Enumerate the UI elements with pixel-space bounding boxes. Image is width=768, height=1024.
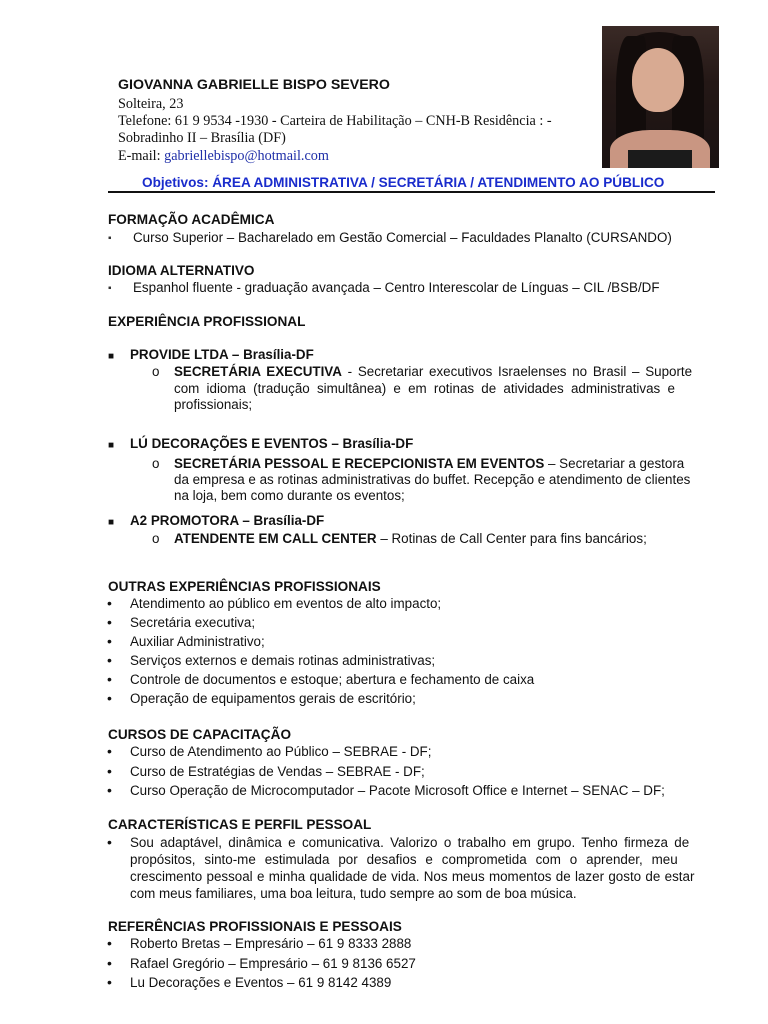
job-description-line [174, 455, 684, 472]
bullet-icon: • [107, 834, 112, 850]
section-heading-formacao: FORMAÇÃO ACADÊMICA [108, 212, 275, 227]
list-item: Atendimento ao público em eventos de alto impacto; [130, 596, 442, 611]
formacao-item: Curso Superior – Bacharelado em Gestão Comercial – Faculdades Planalto (CURSANDO) [133, 230, 672, 245]
job-company: LÚ DECORAÇÕES E EVENTOS – Brasília-DF [130, 436, 414, 451]
bullet-icon: • [107, 633, 112, 649]
circle-bullet-icon: o [152, 531, 160, 546]
job-description-line: da empresa e as rotinas administrativas do buffet. Recepção e atendimento de clientes [174, 472, 691, 487]
job-company: A2 PROMOTORA – Brasília-DF [130, 513, 325, 528]
email-link[interactable]: gabriellebispo@hotmail.com [164, 148, 329, 164]
bullet-icon: • [107, 782, 112, 798]
list-item: Secretária executiva; [130, 615, 256, 630]
list-item: Curso de Estratégias de Vendas – SEBRAE - DF; [130, 764, 425, 779]
perfil-line: com meus familiares, uma boa leitura, tudo sempre ao som de boa música. [130, 886, 577, 901]
list-item: Serviços externos e demais rotinas administrativas; [130, 653, 436, 668]
bullet-icon: • [107, 690, 112, 706]
bullet-icon: • [107, 743, 112, 759]
idioma-item: Espanhol fluente - graduação avançada – Centro Interescolar de Línguas – CIL /BSB/DF [133, 280, 660, 295]
section-heading-referencias: REFERÊNCIAS PROFISSIONAIS E PESSOAIS [108, 919, 402, 934]
job-desc: – Secretariar a gestora [544, 456, 685, 471]
job-description-line [174, 363, 713, 380]
job-description-line [174, 530, 647, 547]
job-description-line: na loja, bem como durante os eventos; [174, 488, 405, 503]
bullet-icon: ▪ [108, 283, 112, 294]
square-bullet-icon: ■ [108, 440, 115, 451]
circle-bullet-icon: o [152, 364, 160, 379]
job-company: PROVIDE LTDA – Brasília-DF [130, 347, 314, 362]
bullet-icon: • [107, 595, 112, 611]
divider [108, 191, 715, 193]
job-role: ATENDENTE EM CALL CENTER [174, 531, 377, 546]
list-item: Auxiliar Administrativo; [130, 634, 265, 649]
section-heading-experiencia: EXPERIÊNCIA PROFISSIONAL [108, 314, 306, 329]
perfil-line: crescimento pessoal e minha qualidade de vida. Nos meus momentos de lazer gosto de estar [130, 869, 695, 884]
section-heading-outras: OUTRAS EXPERIÊNCIAS PROFISSIONAIS [108, 579, 381, 594]
section-heading-cursos: CURSOS DE CAPACITAÇÃO [108, 727, 292, 742]
bullet-icon: ▪ [108, 233, 112, 244]
bullet-icon: • [107, 614, 112, 630]
circle-bullet-icon: o [152, 456, 160, 471]
perfil-line: Sou adaptável, dinâmica e comunicativa. Valorizo o trabalho em grupo. Tenho firmeza de [130, 835, 690, 850]
list-item: Lu Decorações e Eventos – 61 9 8142 4389 [130, 975, 392, 990]
section-heading-idioma: IDIOMA ALTERNATIVO [108, 263, 255, 278]
bullet-icon: • [107, 955, 112, 971]
bullet-icon: • [107, 763, 112, 779]
list-item: Curso Operação de Microcomputador – Pacote Microsoft Office e Internet – SENAC – DF; [130, 783, 665, 798]
list-item: Operação de equipamentos gerais de escritório; [130, 691, 416, 706]
job-description-line: profissionais; [174, 397, 253, 412]
address-line: Sobradinho II – Brasília (DF) [118, 130, 286, 146]
bullet-icon: • [107, 974, 112, 990]
personal-info-line: Solteira, 23 [118, 96, 184, 112]
list-item: Roberto Bretas – Empresário – 61 9 8333 2888 [130, 936, 412, 951]
job-role: SECRETÁRIA EXECUTIVA [174, 364, 342, 379]
job-role: SECRETÁRIA PESSOAL E RECEPCIONISTA EM EVENTOS [174, 456, 545, 471]
bullet-icon: • [107, 652, 112, 668]
candidate-name: GIOVANNA GABRIELLE BISPO SEVERO [118, 77, 390, 93]
list-item: Controle de documentos e estoque; abertura e fechamento de caixa [130, 672, 535, 687]
square-bullet-icon: ■ [108, 517, 115, 528]
section-heading-perfil: CARACTERÍSTICAS E PERFIL PESSOAL [108, 817, 372, 832]
perfil-line: propósitos, sinto-me estimulada por desafios e comprometida com o aprender, meu [130, 852, 678, 867]
job-description-line: com idioma (tradução simultânea) e em rotinas de atividades administrativas e [174, 381, 675, 396]
email-line [118, 148, 329, 165]
profile-photo [602, 26, 719, 168]
list-item: Curso de Atendimento ao Público – SEBRAE - DF; [130, 744, 432, 759]
email-label: E-mail: [118, 148, 165, 164]
square-bullet-icon: ■ [108, 351, 115, 362]
job-desc: – Rotinas de Call Center para fins bancários; [376, 531, 647, 546]
bullet-icon: • [107, 671, 112, 687]
contact-line: Telefone: 61 9 9534 -1930 - Carteira de Habilitação – CNH-B Residência : - [118, 113, 552, 129]
bullet-icon: • [107, 935, 112, 951]
job-desc: - Secretariar executivos Israelenses no Brasil – Suporte [341, 364, 693, 379]
list-item: Rafael Gregório – Empresário – 61 9 8136 6527 [130, 956, 416, 971]
objective-line: Objetivos: ÁREA ADMINISTRATIVA / SECRETÁRIA / ATENDIMENTO AO PÚBLICO [142, 175, 665, 190]
